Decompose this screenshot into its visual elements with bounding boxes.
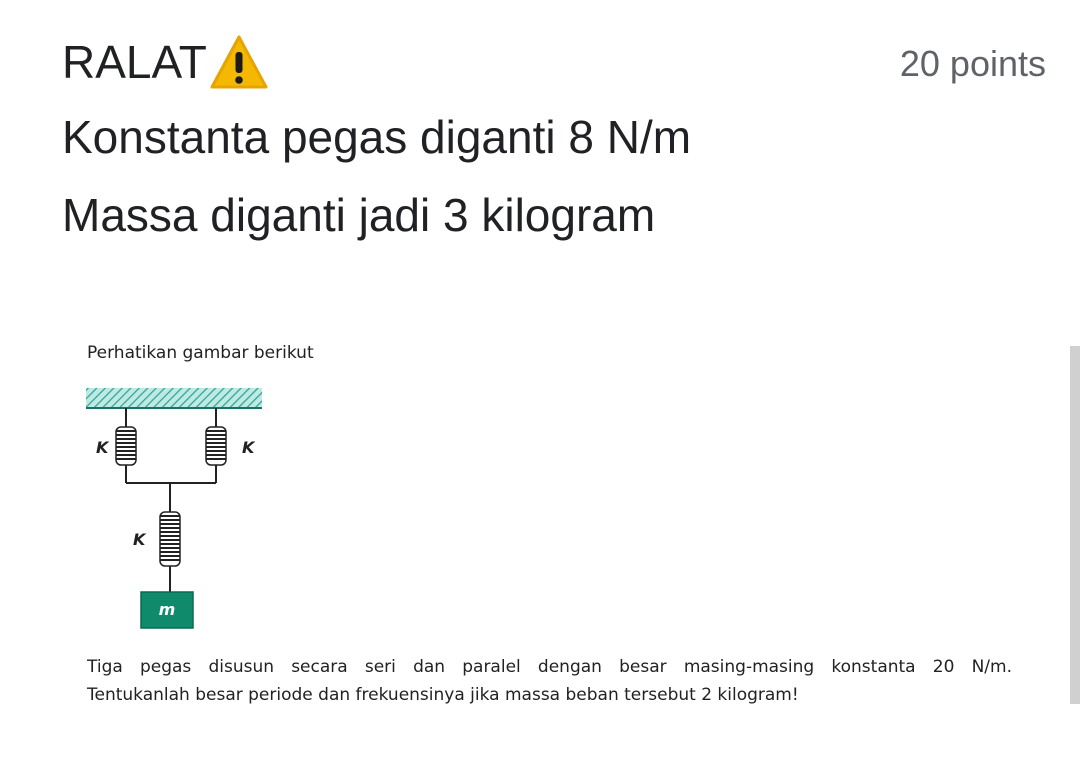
description-line: Massa diganti jadi 3 kilogram xyxy=(62,189,656,241)
description-line: Konstanta pegas diganti 8 N/m xyxy=(62,111,692,163)
image-caption: Perhatikan gambar berikut xyxy=(87,343,314,363)
points-label: 20 points xyxy=(899,43,1046,84)
spring-left xyxy=(116,408,136,483)
problem-text-line: Tiga pegas disusun secara seri dan paralel dengan besar masing-masing konstanta 20 N/m. xyxy=(87,657,1012,677)
spring-label: K xyxy=(96,438,109,457)
question-title xyxy=(62,30,269,94)
spring-diagram xyxy=(70,380,300,640)
question-title-text: RALAT xyxy=(62,36,207,88)
problem-text-line: Tentukanlah besar periode dan frekuensinya jika massa beban tersebut 2 kilogram! xyxy=(87,685,799,705)
warning-icon xyxy=(209,33,269,91)
scrollbar[interactable] xyxy=(1070,346,1080,704)
ceiling xyxy=(86,388,262,408)
spring-label: K xyxy=(133,530,146,549)
spring-label: K xyxy=(242,438,255,457)
spring-bottom xyxy=(160,512,180,592)
spring-right xyxy=(206,408,226,483)
mass-label: m xyxy=(158,600,176,619)
question-image xyxy=(70,330,1040,720)
